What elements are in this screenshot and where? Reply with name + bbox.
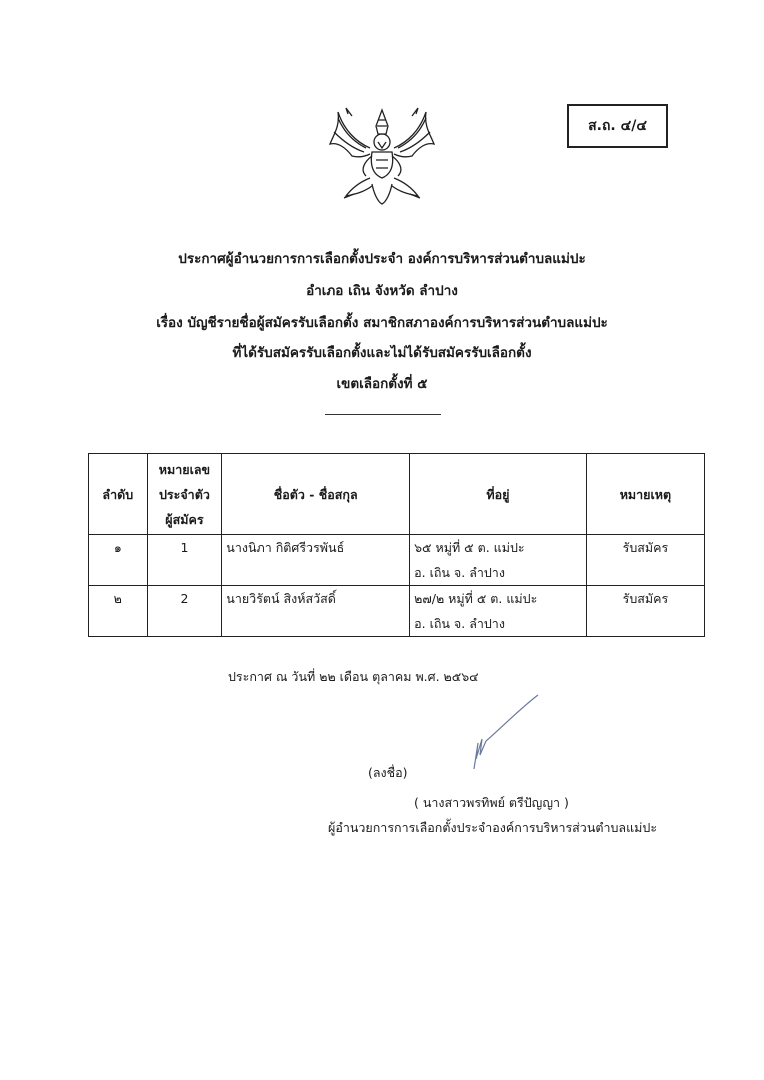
cell-remark: รับสมัคร: [586, 535, 704, 586]
header-number-line2: ประจำตัว: [159, 486, 210, 502]
subject-line: เรื่อง บัญชีรายชื่อผู้สมัครรับเลือกตั้ง สมาชิกสภาองค์การบริหารส่วนตำบลแม่ปะ: [156, 315, 608, 331]
table-header-row: [89, 454, 705, 535]
form-code-box: [567, 104, 668, 148]
address-line2: อ. เถิน จ. ลำปาง: [414, 565, 505, 580]
signed-label: (ลงชื่อ): [368, 765, 408, 780]
header-candidate-number: [147, 454, 222, 535]
cell-address: [410, 586, 587, 637]
header-address: ที่อยู่: [410, 454, 587, 535]
signature-icon: [462, 693, 542, 773]
address-line1: ๒๗/๒ หมู่ที่ ๕ ต. แม่ปะ: [414, 591, 538, 606]
cell-remark: รับสมัคร: [586, 586, 704, 637]
announcement-title: ประกาศผู้อำนวยการการเลือกตั้งประจำ องค์การบริหารส่วนตำบลแม่ปะ: [178, 251, 586, 267]
signer-name: ( นางสาวพรทิพย์ ตรีปัญญา ): [414, 795, 569, 810]
form-code: ส.ถ. ๔/๔: [588, 118, 647, 134]
header-number-line1: หมายเลข: [158, 461, 211, 477]
subject-line-2: ที่ได้รับสมัครรับเลือกตั้งและไม่ได้รับสมัครรับเลือกตั้ง: [232, 345, 532, 361]
cell-name: นางนิภา กิติศรีวรพันธ์: [222, 535, 410, 586]
cell-address: [410, 535, 587, 586]
signer-title: ผู้อำนวยการการเลือกตั้งประจำองค์การบริหารส่วนตำบลแม่ปะ: [328, 820, 658, 835]
cell-number: 1: [147, 535, 222, 586]
cell-number: 2: [147, 586, 222, 637]
header-name: ชื่อตัว - ชื่อสกุล: [222, 454, 410, 535]
title-divider: [325, 414, 441, 415]
garuda-emblem-icon: [326, 104, 438, 208]
cell-order: ๒: [89, 586, 148, 637]
cell-name: นายวิรัตน์ สิงห์สวัสดิ์: [222, 586, 410, 637]
address-line1: ๖๕ หมู่ที่ ๕ ต. แม่ปะ: [414, 540, 525, 555]
table-row: [89, 535, 705, 586]
table-row: [89, 586, 705, 637]
header-number-line3: ผู้สมัคร: [165, 511, 204, 527]
announcement-date: ประกาศ ณ วันที่ ๒๒ เดือน ตุลาคม พ.ศ. ๒๕๖๔: [228, 669, 479, 684]
cell-order: ๑: [89, 535, 148, 586]
electoral-district: เขตเลือกตั้งที่ ๕: [336, 376, 428, 392]
header-remark: หมายเหตุ: [586, 454, 704, 535]
candidate-table: [88, 453, 705, 637]
district-province: อำเภอ เถิน จังหวัด ลำปาง: [306, 283, 458, 299]
address-line2: อ. เถิน จ. ลำปาง: [414, 616, 505, 631]
header-order: ลำดับ: [89, 454, 148, 535]
